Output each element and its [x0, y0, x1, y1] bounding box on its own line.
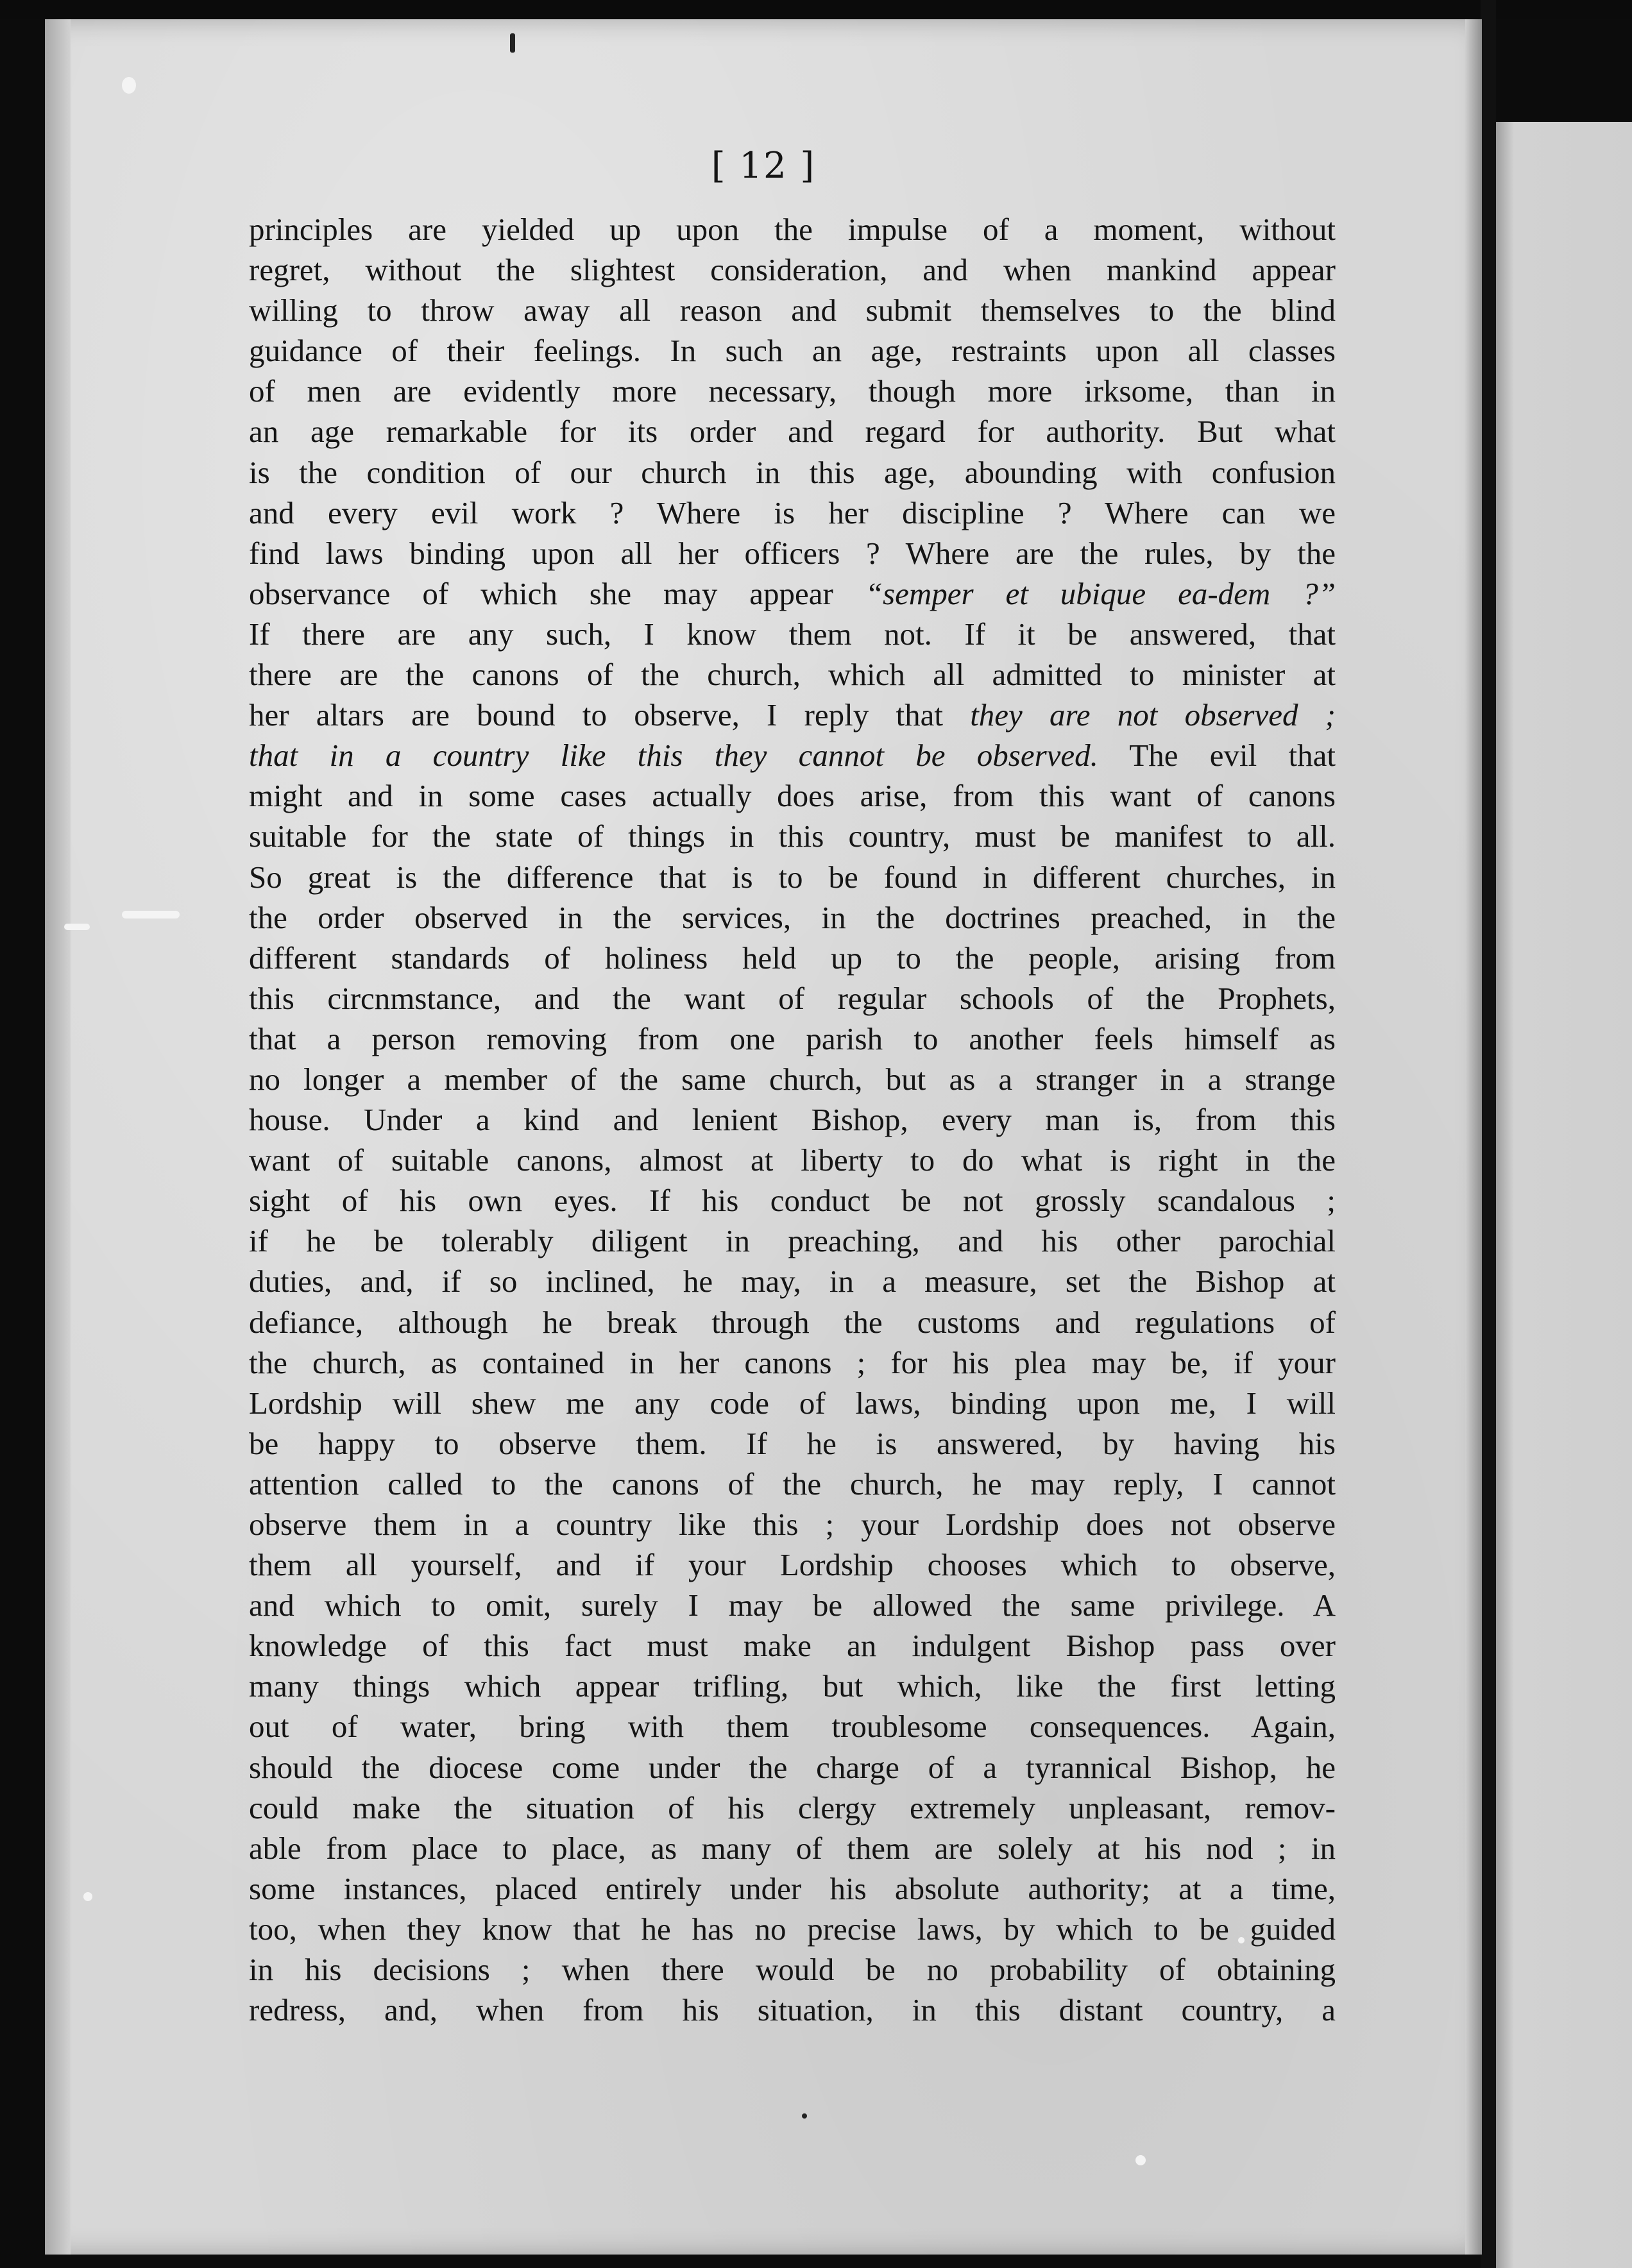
text-segment: an age remarkable for its order and regard for authority. But what: [249, 414, 1336, 450]
text-line: [249, 695, 1336, 735]
text-segment: too, when they know that he has no precise laws, by which to be guided: [249, 1911, 1336, 1947]
text-segment: sight of his own eyes. If his conduct be not grossly scandalous ;: [249, 1183, 1336, 1219]
page-left-edge: [45, 19, 71, 2255]
text-line: [249, 614, 1336, 654]
text-segment: house. Under a kind and lenient Bishop, every man is, from this: [249, 1102, 1336, 1138]
ink-mark: [802, 2113, 807, 2119]
text-segment: this circnmstance, and the want of regular schools of the Prophets,: [249, 980, 1336, 1016]
text-segment: could make the situation of his clergy extremely unpleasant, remov-: [249, 1790, 1336, 1825]
text-segment: if he be tolerably diligent in preaching, and his other parochial: [249, 1223, 1336, 1259]
scan-top-shadow: [0, 0, 1632, 19]
text-line: [249, 1342, 1336, 1383]
text-line: [249, 209, 1336, 250]
text-line: [249, 371, 1336, 411]
text-line: [249, 735, 1336, 775]
text-line: [249, 978, 1336, 1019]
text-segment: The evil that: [1098, 738, 1336, 774]
page-right-edge: [1465, 19, 1482, 2255]
text-line: [249, 1747, 1336, 1788]
text-line: [249, 1221, 1336, 1261]
text-line: [249, 1788, 1336, 1828]
text-line: [249, 1423, 1336, 1464]
text-segment: her altars are bound to observe, I reply that: [249, 697, 971, 733]
text-segment: be happy to observe them. If he is answered, by having his: [249, 1425, 1336, 1461]
text-segment: some instances, placed entirely under his absolute authority; at a time,: [249, 1870, 1336, 1906]
italic-text: they are not observed ;: [970, 697, 1336, 733]
text-line: [249, 1949, 1336, 1990]
text-segment: many things which appear trifling, but which, like the first letting: [249, 1668, 1336, 1704]
page-number: [ 12 ]: [711, 145, 816, 187]
text-segment: observance of which she may appear: [249, 575, 865, 611]
text-segment: Lordship will shew me any code of laws, binding upon me, I will: [249, 1385, 1336, 1421]
text-line: [249, 938, 1336, 978]
text-segment: and which to omit, surely I may be allowed the same privilege. A: [249, 1587, 1336, 1623]
text-line: [249, 1464, 1336, 1504]
text-line: [249, 1019, 1336, 1059]
text-segment: the church, as contained in her canons ; for his plea may be, if your: [249, 1344, 1336, 1380]
body-text: [249, 209, 1336, 2030]
text-line: [249, 1990, 1336, 2030]
text-line: [249, 290, 1336, 330]
dust-speck: [1135, 2155, 1146, 2165]
text-line: [249, 1868, 1336, 1909]
text-line: [249, 897, 1336, 938]
text-line: [249, 1504, 1336, 1544]
text-segment: defiance, although he break through the customs and regulations of: [249, 1304, 1336, 1340]
text-segment: If there are any such, I know them not. If it be answered, that: [249, 616, 1336, 652]
text-line: [249, 1909, 1336, 1949]
text-line: [249, 654, 1336, 695]
text-line: [249, 1180, 1336, 1221]
text-line: [249, 1059, 1336, 1099]
text-line: [249, 250, 1336, 290]
dust-speck: [122, 77, 136, 94]
text-segment: no longer a member of the same church, but as a stranger in a strange: [249, 1061, 1336, 1097]
text-segment: want of suitable canons, almost at liberty to do what is right in the: [249, 1142, 1336, 1178]
text-line: [249, 1666, 1336, 1706]
text-line: [249, 411, 1336, 452]
text-segment: principles are yielded up upon the impulse of a moment, without: [249, 212, 1336, 247]
text-line: [249, 816, 1336, 856]
adjacent-page-edge: [1495, 122, 1632, 2268]
dust-speck: [64, 924, 90, 930]
text-segment: observe them in a country like this ; your Lordship does not observe: [249, 1507, 1336, 1542]
text-segment: them all yourself, and if your Lordship chooses which to observe,: [249, 1547, 1336, 1583]
text-segment: the order observed in the services, in the doctrines preached, in the: [249, 899, 1336, 935]
text-segment: and every evil work ? Where is her discipline ? Where can we: [249, 495, 1336, 530]
text-segment: out of water, bring with them troublesome consequences. Again,: [249, 1709, 1336, 1745]
text-line: [249, 493, 1336, 533]
text-segment: of men are evidently more necessary, though more irksome, than in: [249, 373, 1336, 409]
text-segment: guidance of their feelings. In such an age, restraints upon all classes: [249, 333, 1336, 369]
text-segment: might and in some cases actually does arise, from this want of canons: [249, 778, 1336, 814]
dust-speck: [83, 1892, 92, 1901]
text-line: [249, 1544, 1336, 1585]
text-line: [249, 330, 1336, 371]
text-segment: is the condition of our church in this age, abounding with confusion: [249, 454, 1336, 490]
text-line: [249, 1383, 1336, 1423]
text-segment: suitable for the state of things in this country, must be manifest to all.: [249, 818, 1336, 854]
text-segment: regret, without the slightest consideration, and when mankind appear: [249, 252, 1336, 288]
dust-speck: [122, 911, 180, 918]
text-segment: So great is the difference that is to be found in different churches, in: [249, 859, 1336, 895]
text-line: [249, 1585, 1336, 1625]
text-segment: able from place to place, as many of them are solely at his nod ; in: [249, 1830, 1336, 1866]
text-segment: attention called to the canons of the church, he may reply, I cannot: [249, 1466, 1336, 1502]
text-line: [249, 1140, 1336, 1180]
text-line: [249, 452, 1336, 493]
binding-gutter: [1481, 0, 1496, 2268]
text-segment: redress, and, when from his situation, in this distant country, a: [249, 1992, 1336, 2028]
text-line: [249, 1261, 1336, 1301]
text-line: [249, 775, 1336, 816]
text-segment: find laws binding upon all her officers ? Where are the rules, by the: [249, 535, 1336, 571]
text-segment: there are the canons of the church, which all admitted to minister at: [249, 657, 1336, 693]
text-line: [249, 1302, 1336, 1342]
text-segment: knowledge of this fact must make an indulgent Bishop pass over: [249, 1628, 1336, 1664]
ink-mark: [510, 33, 515, 53]
text-segment: willing to throw away all reason and submit themselves to the blind: [249, 292, 1336, 328]
text-line: [249, 857, 1336, 897]
text-line: [249, 1625, 1336, 1666]
italic-text: that in a country like this they cannot be observed.: [249, 738, 1098, 774]
text-segment: in his decisions ; when there would be no probability of obtaining: [249, 1952, 1336, 1988]
text-segment: that a person removing from one parish to another feels himself as: [249, 1020, 1336, 1056]
text-line: [249, 1706, 1336, 1747]
italic-text: “semper et ubique ea-dem ?”: [865, 575, 1336, 611]
text-segment: different standards of holiness held up to the people, arising from: [249, 940, 1336, 976]
text-line: [249, 1099, 1336, 1140]
text-line: [249, 573, 1336, 614]
text-line: [249, 1828, 1336, 1868]
text-segment: duties, and, if so inclined, he may, in a measure, set the Bishop at: [249, 1264, 1336, 1299]
text-segment: should the diocese come under the charge of a tyrannical Bishop, he: [249, 1749, 1336, 1785]
text-line: [249, 533, 1336, 573]
